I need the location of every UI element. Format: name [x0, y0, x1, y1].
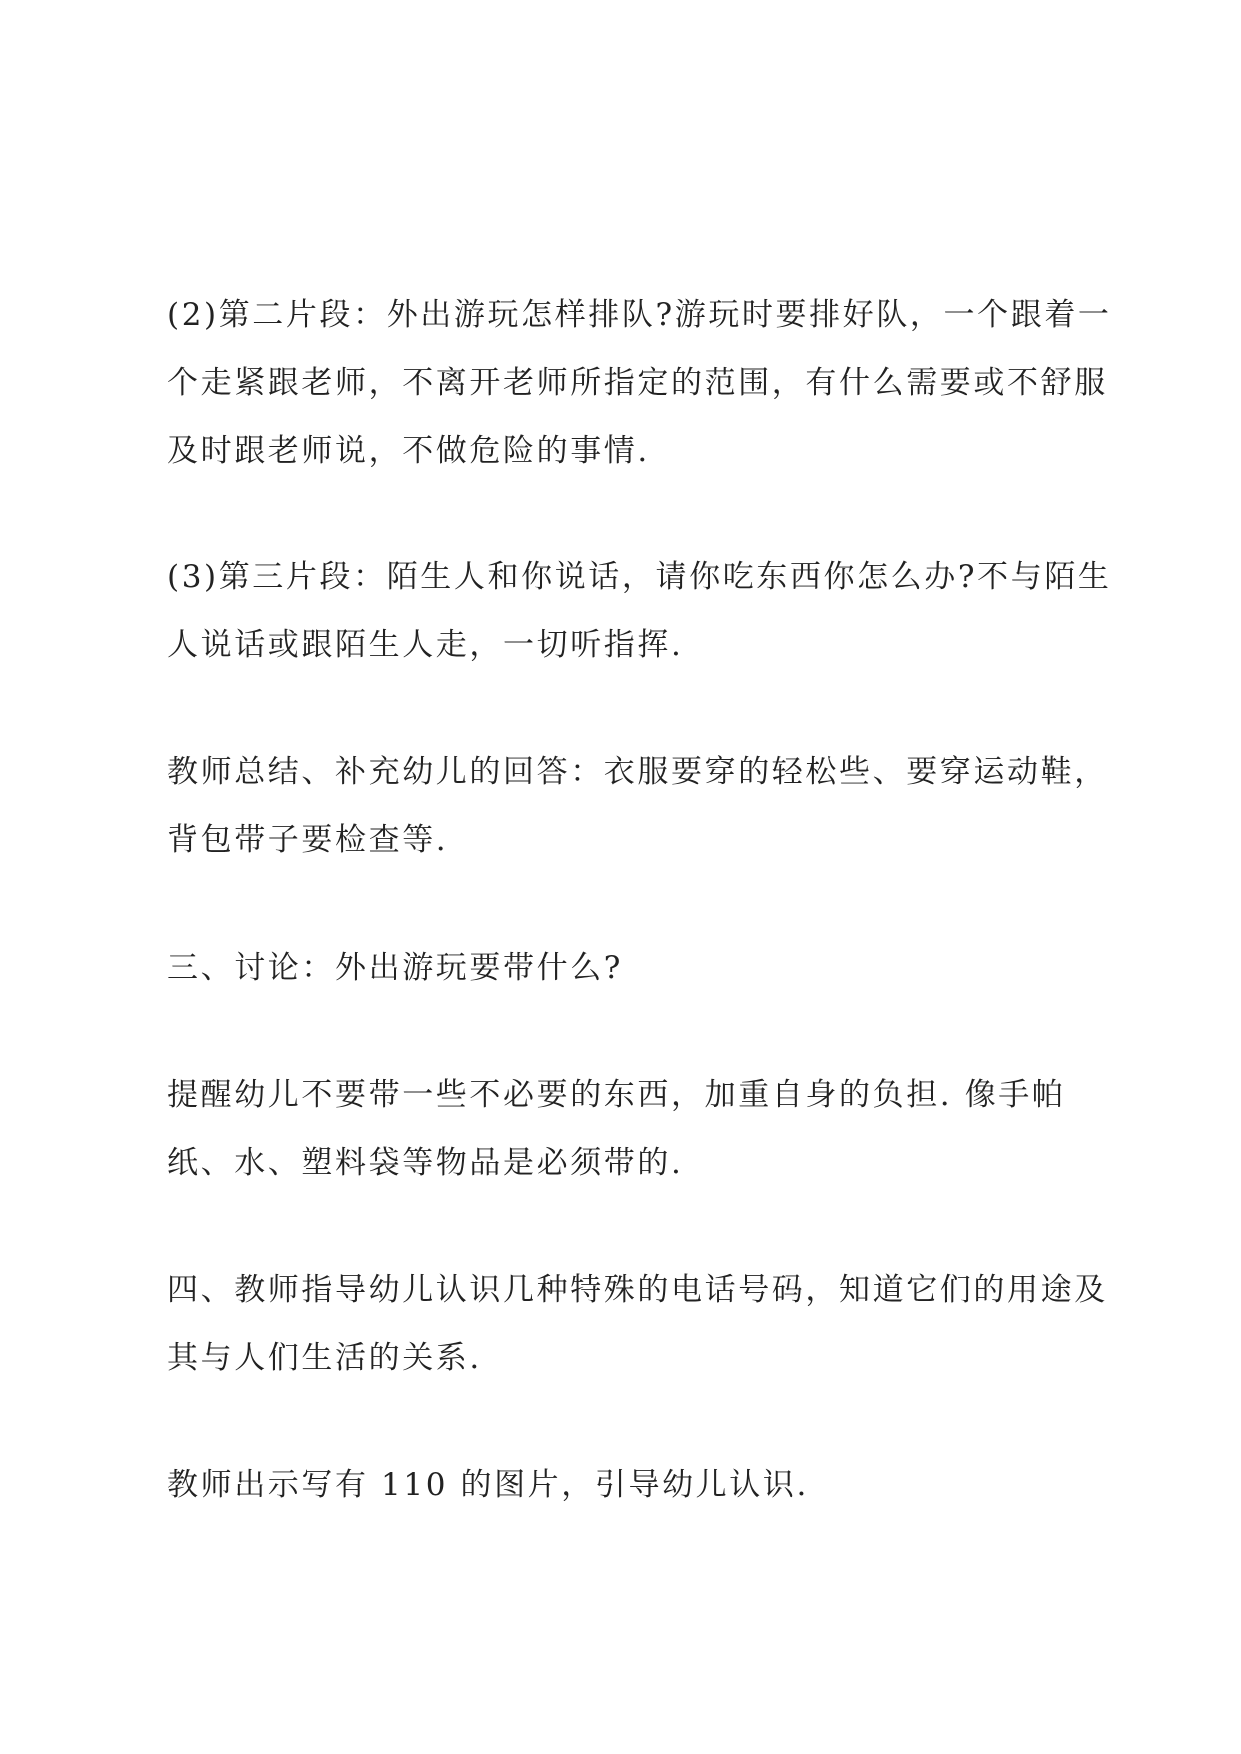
paragraph-section-3: [167, 543, 1112, 679]
text-line: 提醒幼儿不要带一些不必要的东西，加重自身的负担. 像手帕: [167, 1077, 1066, 1113]
text-line: 教师出示写有 110 的图片，引导幼儿认识.: [167, 1467, 809, 1503]
paragraph-110-picture: [167, 1451, 1107, 1519]
text-line: 纸、水、塑料袋等物品是必须带的.: [167, 1145, 684, 1181]
text-line: 背包带子要检查等.: [167, 822, 449, 858]
paragraph-reminder: [167, 1061, 1107, 1197]
text-line: 个走紧跟老师，不离开老师所指定的范围，有什么需要或不舒服: [167, 365, 1108, 401]
text-line: 三、讨论：外出游玩要带什么?: [167, 950, 624, 986]
text-line: 人说话或跟陌生人走，一切听指挥.: [167, 627, 684, 663]
text-line: 四、教师指导幼儿认识几种特殊的电话号码，知道它们的用途及: [167, 1272, 1108, 1308]
text-line: 其与人们生活的关系.: [167, 1340, 482, 1376]
paragraph-discussion-heading: [167, 934, 1107, 1002]
paragraph-section-2: [167, 281, 1112, 485]
text-line: 及时跟老师说，不做危险的事情.: [167, 433, 650, 469]
paragraph-teacher-summary: [167, 738, 1107, 874]
text-line: (3)第三片段：陌生人和你说话，请你吃东西你怎么办?不与陌生: [167, 559, 1112, 595]
text-line: (2)第二片段：外出游玩怎样排队?游玩时要排好队，一个跟着一: [167, 297, 1112, 333]
paragraph-phone-numbers: [167, 1256, 1107, 1392]
text-line: 教师总结、补充幼儿的回答：衣服要穿的轻松些、要穿运动鞋，: [167, 754, 1108, 790]
